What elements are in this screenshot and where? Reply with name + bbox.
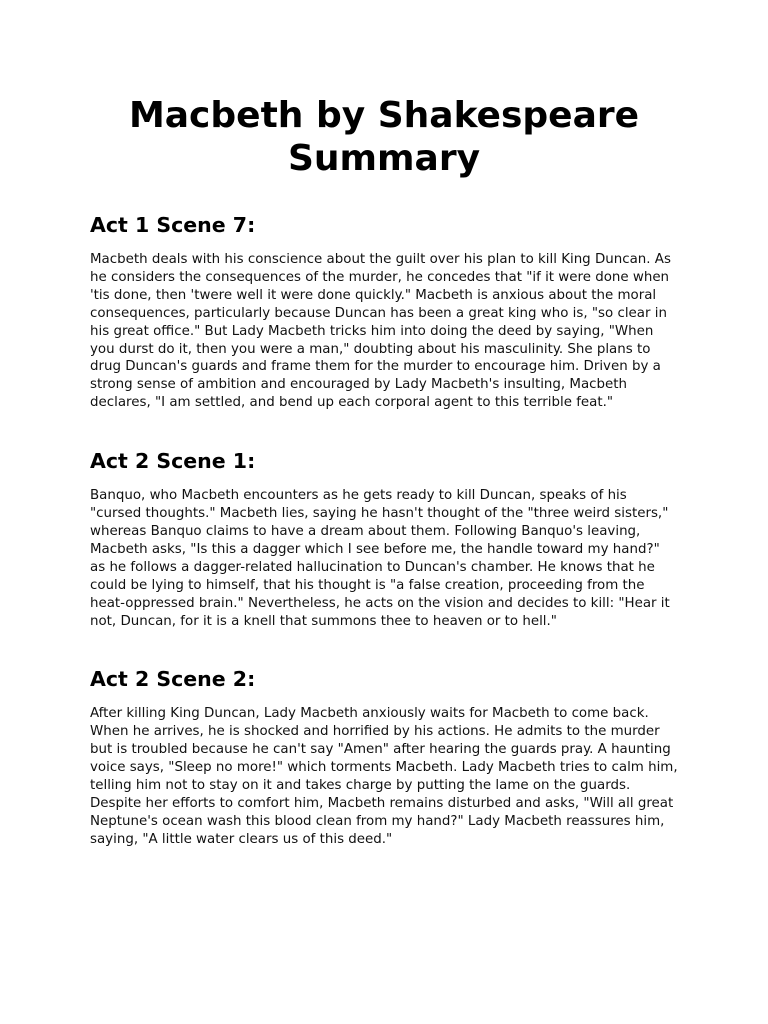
section-heading: Act 2 Scene 1: [90, 449, 256, 474]
section-act-1-scene-7 [90, 212, 678, 412]
section-paragraph: Macbeth deals with his conscience about the guilt over his plan to kill King Duncan. As he considers the consequences of the murder, he concedes that "if it were done when 'tis done, then 'twere well it were done quickly." Macbeth is anxious about the moral consequences, particularly because Duncan has been a great king who is, "so clear in his great office." But Lady Macbeth tricks him into doing the deed by saying, "When you durst do it, then you were a man," doubting about his masculinity. She plans to drug Duncan's guards and frame them for the murder to encourage him. Driven by a strong sense of ambition and encouraged by Lady Macbeth's insulting, Macbeth declares, "I am settled, and bend up each corporal agent to this terrible feat." [90, 252, 671, 411]
section-heading: Act 2 Scene 2: [90, 667, 256, 692]
document-title: Macbeth by Shakespeare Summary [128, 95, 640, 179]
section-act-2-scene-1 [90, 448, 678, 630]
section-paragraph: Banquo, who Macbeth encounters as he gets ready to kill Duncan, speaks of his "cursed thoughts." Macbeth lies, saying he hasn't thought of the "three weird sisters," whereas Banquo claims to have a dream about them. Following Banquo's leaving, Macbeth asks, "Is this a dagger which I see before me, the handle toward my hand?" as he follows a dagger-related hallucination to Duncan's chamber. He knows that he could be lying to himself, that his thought is "a false creation, proceeding from the heat-oppressed brain." Nevertheless, he acts on the vision and decides to kill: "Hear it not, Duncan, for it is a knell that summons thee to heaven or to hell." [90, 488, 670, 629]
section-act-2-scene-2 [90, 666, 678, 848]
section-paragraph: After killing King Duncan, Lady Macbeth anxiously waits for Macbeth to come back. When he arrives, he is shocked and horrified by his actions. He admits to the murder but is troubled because he can't say "Amen" after hearing the guards pray. A haunting voice says, "Sleep no more!" which torments Macbeth. Lady Macbeth tries to calm him, telling him not to stay on it and takes charge by putting the lame on the guards. Despite her efforts to comfort him, Macbeth remains disturbed and asks, "Will all great Neptune's ocean wash this blood clean from my hand?" Lady Macbeth reassures him, saying, "A little water clears us of this deed." [90, 706, 678, 847]
section-heading: Act 1 Scene 7: [90, 213, 256, 237]
